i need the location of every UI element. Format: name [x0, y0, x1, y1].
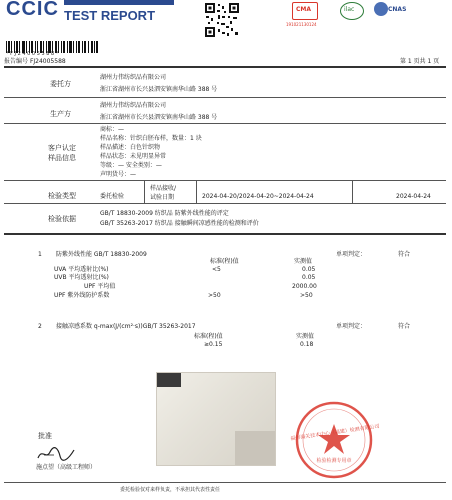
item2-verdict-label: 单项判定： — [336, 323, 367, 330]
item2-head-meas: 实测值 — [296, 333, 315, 340]
photo-dark-corner — [157, 373, 181, 387]
page-info: 第 1 页共 1 页 — [400, 58, 440, 65]
basis-label: 检验依据 — [48, 215, 76, 223]
seal-text: 福州海关技术中心（福建）检测有限公司 — [290, 423, 380, 443]
cma-sub: 191021130124 — [286, 22, 317, 27]
row-rule — [4, 180, 446, 181]
client-address: 浙江省湖州市长兴县泗安镇南华山路 388 号 — [100, 86, 218, 93]
type-value: 委托检验 — [100, 193, 125, 200]
sample-line: 商标：— — [100, 126, 125, 133]
report-number — [4, 58, 66, 65]
sample-photo — [156, 372, 276, 466]
table-bottom-rule — [4, 233, 446, 235]
row-rule — [4, 97, 446, 98]
date-label-line1: 样品接收/ — [150, 185, 177, 192]
seal-sub: 检验检测专用章 — [316, 458, 352, 464]
sample-line: 声明货号：— — [100, 171, 137, 178]
item2-head-std: 标准(程)值 — [194, 333, 223, 340]
item1-row-meas: 0.05 — [302, 266, 316, 273]
table-top-rule — [4, 66, 446, 68]
col-rule — [352, 181, 353, 203]
item2-std: ≥0.15 — [204, 341, 223, 348]
sample-label-line2: 样品信息 — [48, 154, 76, 162]
barcode-icon — [6, 38, 98, 50]
basis-line: GB/T 35263-2017 纺织品 接触瞬间凉感性能的检测和评价 — [100, 220, 259, 227]
logo-bar — [64, 0, 174, 5]
item2-title: 接触凉感系数 q-max(J/(cm²·s))GB/T 35263-2017 — [56, 323, 196, 330]
item1-number: 1 — [38, 251, 42, 258]
ilac-text: ilac — [344, 6, 355, 13]
item1-head-meas: 实测值 — [294, 258, 313, 265]
item2-verdict: 符合 — [398, 323, 411, 330]
inspection-seal — [290, 400, 380, 480]
producer-label: 生产方 — [50, 110, 71, 118]
item1-verdict: 符合 — [398, 251, 411, 258]
item1-row-meas: >50 — [300, 292, 313, 299]
item1-verdict-label: 单项判定： — [336, 251, 367, 258]
col-rule — [196, 181, 197, 203]
row-rule — [4, 123, 446, 124]
photo-fold — [235, 431, 275, 465]
item2-meas: 0.18 — [300, 341, 314, 348]
cnas-mark — [372, 0, 408, 24]
item1-title: 防紫外线性能 GB/T 18830-2009 — [56, 251, 147, 258]
footer-rule — [4, 482, 446, 483]
issue-date: 2024-04-24 — [396, 193, 431, 200]
signature-icon — [36, 446, 76, 462]
date-range: 2024-04-20/2024-04-20~2024-04-24 — [202, 193, 314, 200]
item1-row-name: UPF 紫外线防护系数 — [54, 292, 110, 299]
approver-label: 批准 — [38, 432, 52, 440]
report-number-value: FJ24005588 — [29, 58, 66, 65]
report-number-label: 报告编号 — [4, 58, 29, 65]
item1-row-name: UPF 平均值 — [84, 283, 116, 290]
sample-line: 样品状态：未见明显异常 — [100, 153, 167, 160]
signer-label: 施点望（高级工程师） — [36, 464, 97, 471]
cnas-icon — [374, 2, 388, 16]
cma-mark — [286, 0, 322, 32]
date-label-line2: 试验日期 — [150, 194, 175, 201]
item1-row-meas: 0.05 — [302, 274, 316, 281]
item1-row-name: UVA 平均透射比(%) — [54, 266, 109, 273]
header-logo — [2, 0, 192, 26]
ilac-mark — [338, 0, 366, 22]
col-rule — [144, 181, 145, 203]
cma-text: CMA — [296, 6, 312, 13]
cnas-text: CNAS — [388, 6, 407, 13]
row-rule — [4, 203, 446, 204]
report-title: TEST REPORT — [64, 8, 156, 23]
qr-code-icon — [204, 2, 240, 38]
basis-line: GB/T 18830-2009 纺织品 防紫外线性能的评定 — [100, 210, 229, 217]
producer-address: 浙江省湖州市长兴县泗安镇南华山路 388 号 — [100, 114, 218, 121]
item1-row-std: <5 — [212, 266, 221, 273]
item1-head-std: 标准(程)值 — [210, 258, 239, 265]
item1-row-name: UVB 平均透射比(%) — [54, 274, 109, 281]
item2-number: 2 — [38, 323, 42, 330]
client-name: 湖州力伟纺织品有限公司 — [100, 74, 167, 81]
client-label: 委托方 — [50, 80, 71, 88]
item1-row-std: >50 — [208, 292, 221, 299]
logo-text: CCIC — [6, 0, 59, 20]
producer-name: 湖州力伟纺织品有限公司 — [100, 102, 167, 109]
barcode-text: * F J 2 4 0 0 5 5 8 8 * — [6, 51, 59, 57]
item1-row-meas: 2000.00 — [292, 283, 317, 290]
sample-line: 样品名称：针织白胚布样，数量：1 块 — [100, 135, 202, 142]
sample-line: 等级：— 安全类别：— — [100, 162, 162, 169]
type-label: 检验类型 — [48, 192, 76, 200]
sample-label-line1: 客户认定 — [48, 144, 76, 152]
footer-note: 委托检验仅对来样负责，不承担其代表性责任 — [120, 487, 221, 493]
sample-line: 样品描述：白色针织物 — [100, 144, 161, 151]
